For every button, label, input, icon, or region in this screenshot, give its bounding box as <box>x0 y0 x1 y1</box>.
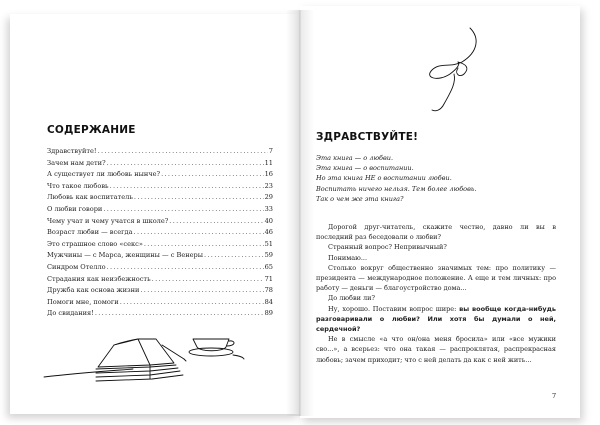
toc-entry <box>47 192 273 204</box>
toc-leader-dots <box>110 181 264 193</box>
toc-entry-title: Чему учат и чему учатся в школе? <box>47 216 169 225</box>
toc-entry <box>47 216 273 228</box>
chapter-heading: ЗДРАВСТВУЙТЕ! <box>316 131 419 143</box>
toc-entry <box>47 250 273 262</box>
toc-entry <box>47 262 273 274</box>
toc-entry-title: Помоги мне, помоги <box>47 297 119 306</box>
toc-leader-dots <box>161 169 264 181</box>
paragraph: Столько вокруг общественно значимых тем: про политику — президента — международное положение. А еще и тем личных: про работу — деньги — благоустройство дома... <box>316 263 556 293</box>
paragraph: До любви ли? <box>328 294 375 303</box>
toc-entry-page: 29 <box>264 193 273 202</box>
toc-leader-dots <box>204 250 264 262</box>
toc-entry-page: 78 <box>264 286 273 295</box>
toc-entry <box>47 297 273 309</box>
toc-entry-title: Страдания как неизбежность <box>47 274 151 283</box>
intro-line: Эта книга — о любви. <box>316 154 394 162</box>
toc-entry-page: 7 <box>268 147 273 155</box>
toc-entry <box>47 158 273 170</box>
intro-line: Но эта книга НЕ о воспитании любви. <box>316 174 452 183</box>
toc-entry <box>47 204 273 216</box>
toc-entry-title: Синдром Отелло <box>47 262 106 271</box>
toc-entry-title: Это страшное слово «секс» <box>47 239 143 248</box>
toc-entry-page: 16 <box>264 170 273 179</box>
paragraph: Понимаю... <box>328 253 368 262</box>
toc-entry-page: 23 <box>264 181 273 190</box>
paragraph: Не в смысле «а что он/она меня бросила» или «все мужики сво...», а всерьез: что она такая — распроклятая, распрекрасная любовь; зачем приходит; что с ней делать да как с ней жить... <box>316 335 556 364</box>
toc-entry-title: Любовь как воспитатель <box>47 193 133 202</box>
toc-entry <box>47 285 273 297</box>
toc-entry-title: Дружба как основа жизни <box>47 286 140 295</box>
toc-entry-page: 89 <box>264 309 273 318</box>
toc-entry-page: 65 <box>264 262 273 271</box>
toc-entry <box>47 146 273 158</box>
toc-entry-page: 59 <box>264 251 273 260</box>
toc-leader-dots <box>107 158 264 170</box>
toc-entry <box>47 181 273 193</box>
toc-entry-title: Возраст любви — всегда <box>47 228 133 237</box>
bold-question: вы вообще когда-нибудь разговаривали о любви? Или хотя бы думали о ней, сердечной? <box>316 304 556 334</box>
toc-entry <box>47 227 273 239</box>
paragraph <box>316 304 556 335</box>
toc-entry <box>47 169 273 181</box>
toc-entry-title: Мужчины — с Марса, женщины — с Венеры <box>47 251 204 260</box>
toc-entry <box>47 274 273 286</box>
toc-entry-page: 11 <box>264 158 273 167</box>
toc-entry-page: 40 <box>264 216 273 225</box>
intro-line: Эта книга — о воспитании. <box>316 164 414 173</box>
toc-leader-dots <box>140 285 263 297</box>
paragraph-text: Ну, хорошо. Поставим вопрос шире: <box>328 304 457 313</box>
table-of-contents <box>47 146 273 320</box>
toc-entry-title: А существует ли любовь нынче? <box>47 170 161 179</box>
toc-entry-page: 46 <box>264 228 273 237</box>
toc-entry-page: 33 <box>264 204 273 213</box>
intro-lines <box>316 153 566 204</box>
chapter-body <box>316 222 556 365</box>
toc-leader-dots <box>169 216 263 228</box>
toc-entry <box>47 239 273 251</box>
toc-leader-dots <box>134 227 264 239</box>
toc-leader-dots <box>98 146 268 158</box>
toc-entry-title: О любви говори <box>47 204 103 213</box>
toc-entry-page: 71 <box>264 274 273 283</box>
toc-leader-dots <box>134 192 264 204</box>
toc-heading: СОДЕРЖАНИЕ <box>47 124 136 136</box>
intro-line: Так о чем же эта книга? <box>316 194 404 203</box>
intro-line: Воспитать ничего нельзя. Тем более любовь. <box>316 184 477 193</box>
page-number: 7 <box>552 392 557 400</box>
toc-leader-dots <box>107 262 264 274</box>
toc-leader-dots <box>144 239 264 251</box>
butterfly-line-drawing <box>420 22 490 117</box>
toc-entry-title: Здравствуйте! <box>47 147 97 155</box>
paragraph: Странный вопрос? Непривычный? <box>328 243 447 252</box>
toc-leader-dots <box>152 274 264 286</box>
toc-entry-title: Зачем нам дети? <box>47 158 106 167</box>
paragraph: Дорогой друг-читатель, скажите честно, давно ли вы в последний раз беседовали о любви? <box>316 223 556 242</box>
toc-entry-page: 51 <box>264 239 273 248</box>
toc-entry-page: 84 <box>264 297 273 306</box>
toc-leader-dots <box>120 297 264 309</box>
toc-leader-dots <box>103 204 263 216</box>
book-and-cup-illustration <box>38 315 248 395</box>
toc-entry-title: До свидания! <box>47 309 94 318</box>
toc-entry-title: Что такое любовь <box>47 181 109 190</box>
